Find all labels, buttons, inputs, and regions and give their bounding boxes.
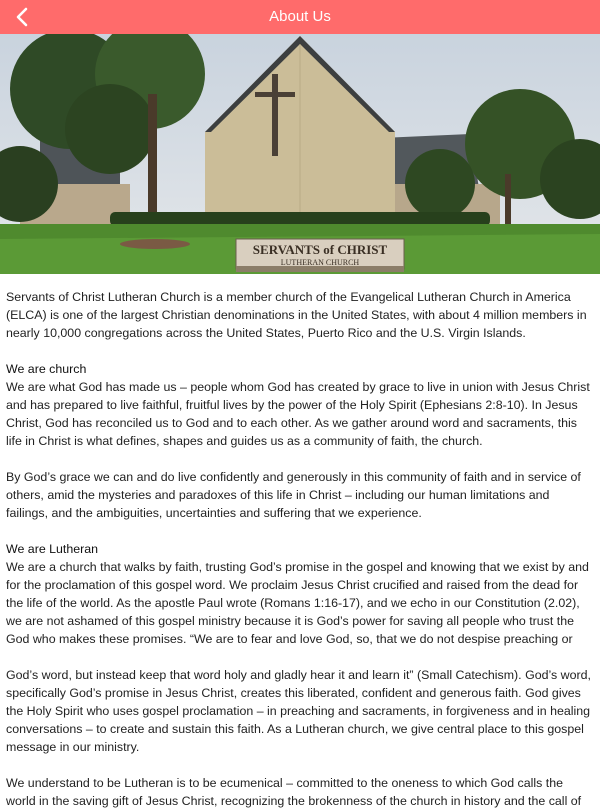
section-paragraph: We are what God has made us – people whom God has created by grace to live in union with Jesus Christ and has prepared to live faithful, fruitful lives by the power of the Holy Spirit (Ephesians 2:8-10). In Jesus Christ, God has reconciled us to God and to each other. As we gather around word and sacraments, this life in Christ is what defines, shapes and guides us as a community of faith, the church.: [6, 380, 590, 448]
page-title: About Us: [269, 8, 331, 25]
intro-paragraph: Servants of Christ Lutheran Church is a member church of the Evangelical Lutheran Church in America (ELCA) is one of the largest Christian denominations in the United States, with about 4 million members in nearly 10,000 congregations across the United States, Puerto Rico and the U.S. Virgin Islands.: [6, 290, 587, 340]
section-paragraph: We are a church that walks by faith, trusting God’s promise in the gospel and knowing that we exist by and for the proclamation of this gospel word. We proclaim Jesus Christ crucified and raised from the dead for the life of the world. As the apostle Paul wrote (Romans 1:16-17), and we echo in our Constitution (2.02), we are not ashamed of this gospel ministry because it is God’s power for saving all people who trust the God who makes these promises. “We are to fear and love God, so, that we do not despise preaching or: [6, 560, 589, 646]
app-bar: [0, 0, 600, 34]
chevron-left-icon[interactable]: [10, 5, 38, 29]
sign-text-line1: SERVANTS of CHRIST: [252, 242, 388, 257]
section-heading-church: We are church: [6, 362, 87, 376]
sign-text-line2: LUTHERAN CHURCH: [280, 258, 360, 267]
section-heading-lutheran: We are Lutheran: [6, 542, 99, 556]
section-paragraph: We understand to be Lutheran is to be ecumenical – committed to the oneness to which God calls the world in the saving gift of Jesus Christ, recognizing the brokenness of the church in history and the call of: [6, 776, 582, 808]
section-paragraph: God’s word, but instead keep that word holy and gladly hear it and learn it” (Small Catechism). God’s word, specifically God’s promise in Jesus Christ, creates this liberated, confident and generous faith. God gives the Holy Spirit who uses gospel proclamation – in preaching and sacraments, in forgiveness and in healing conversations – to create and sustain this faith. As a Lutheran church, we give central place to this gospel message in our ministry.: [6, 668, 591, 754]
church-photo: [0, 34, 600, 274]
section-paragraph: By God’s grace we can and do live confidently and generously in this community of faith and in service of others, amid the mysteries and paradoxes of this life in Christ – including our human limitations and failings, and the ambiguities, uncertainties and suffering that we experience.: [6, 470, 581, 520]
about-content: [0, 274, 600, 810]
